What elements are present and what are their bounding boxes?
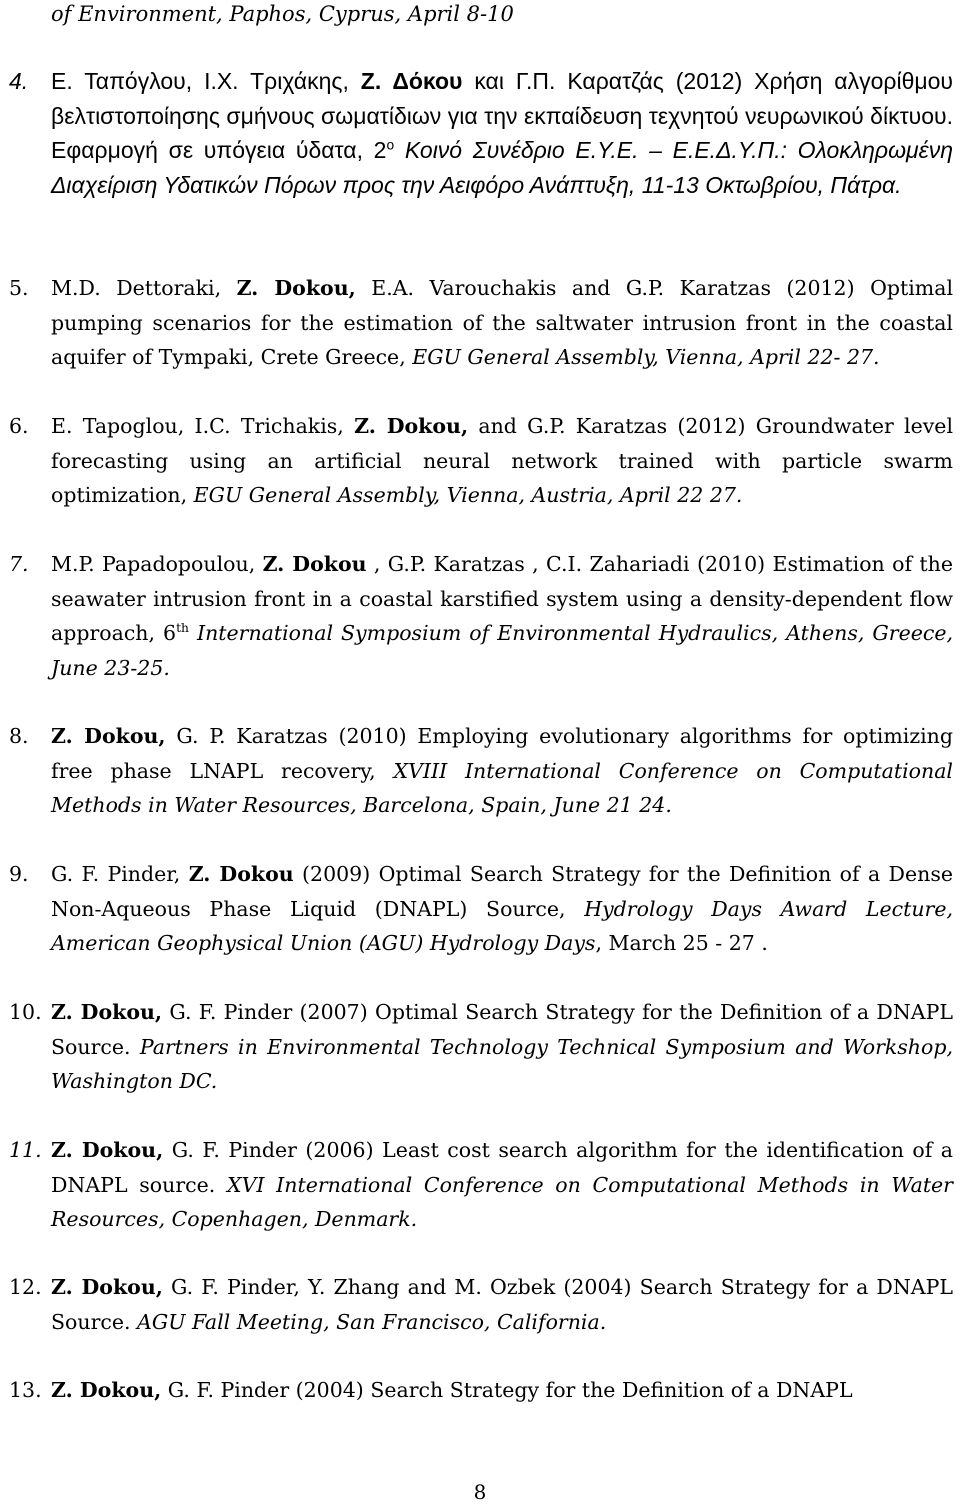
reference-item-10 [0, 995, 960, 1099]
author-highlight: Z. Dokou, [51, 1000, 163, 1024]
reference-number: 12. [9, 1275, 42, 1299]
venue: International Symposium of Environmental Hydraulics, Athens, Greece, June 23-25. [51, 621, 953, 680]
author-highlight: Z. Dokou, [51, 1378, 162, 1402]
reference-item-8 [0, 719, 960, 823]
reference-text: M.D. Dettoraki, Z. Dokou, E.A. Varouchakis and G.P. Karatzas (2012) Optimal pumping scenarios for the estimation of the saltwater intrusion front in the coastal aquifer of Tympaki, Crete Greece, EGU General Assembly, Vienna, April 22- 27. [51, 276, 954, 370]
author-highlight: Z. Dokou, [51, 1275, 163, 1299]
venue: XVIII International Conference on Computational Methods in Water Resources, Barcelona, Spain, June 21 24. [51, 758, 953, 818]
venue: Hydrology Days Award Lecture, American Geophysical Union (AGU) Hydrology Days [51, 896, 953, 956]
venue: EGU General Assembly, Vienna, April 22- 27. [412, 345, 880, 370]
author-highlight: Z. Dokou, [236, 276, 356, 300]
reference-text: Ε. Ταπόγλου, Ι.Χ. Τριχάκης, Ζ. Δόκου και Γ.Π. Καρατζάς (2012) Χρήση αλγορίθμου βελτιστοποίησης σμήνους σωματίδιων για την εκπαίδευση τεχνητού νευρωνικού δίκτυου. Εφαρμογή σε υπόγεια ύδατα, $2^o$ Κοινό Συνέδριο Ε.Υ.Ε. – Ε.Ε.Δ.Υ.Π.: Ολοκληρωμένη Διαχείριση Υδατικών Πόρων προς την Αειφόρο Ανάπτυξη, 11-13 Οκτωβρίου, Πάτρα. [51, 68, 954, 198]
reference-text: Z. Dokou, G. F. Pinder (2004) Search Strategy for the Definition of a DNAPL [51, 1378, 853, 1402]
reference-item-5 [0, 271, 960, 375]
reference-number: 9. [9, 862, 29, 886]
author-highlight: Z. Dokou, [354, 414, 469, 438]
reference-item-12 [0, 1270, 960, 1339]
author-highlight: Z. Dokou, [51, 1138, 164, 1162]
reference-text: G. F. Pinder, Z. Dokou (2009) Optimal Search Strategy for the Definition of a Dense Non-Aqueous Phase Liquid (DNAPL) Source, Hydrology Days Award Lecture, American Geophysical Union (AGU) Hydrology Days, March 25 - 27 . [51, 862, 953, 956]
reference-text: M.P. Papadopoulou, Z. Dokou , G.P. Karatzas , C.I. Zahariadi (2010) Estimation of the seawater intrusion front in a coastal karstified system using a density-dependent flow approach, 6th International Symposium of Environmental Hydraulics, Athens, Greece, June 23-25. [51, 552, 953, 680]
reference-item-4 [0, 64, 960, 202]
reference-number: 8. [9, 724, 29, 748]
venue: XVI International Conference on Computational Methods in Water Resources, Copenhagen, Denmark. [51, 1172, 953, 1232]
venue: Partners in Environmental Technology Technical Symposium and Workshop, Washington DC. [51, 1034, 953, 1094]
reference-item-13 [0, 1373, 960, 1408]
reference-number: 10. [9, 1000, 42, 1024]
venue: Κοινό Συνέδριο Ε.Υ.Ε. – Ε.Ε.Δ.Υ.Π.: Ολοκληρωμένη Διαχείριση Υδατικών Πόρων προς την Αειφόρο Ανάπτυξη, 11-13 Οκτωβρίου, Πάτρα. [51, 137, 953, 198]
reference-item-6 [0, 409, 960, 513]
author-highlight: Z. Dokou [262, 552, 367, 576]
reference-number: 6. [9, 414, 29, 438]
reference-text: Z. Dokou, G. P. Karatzas (2010) Employing evolutionary algorithms for optimizing free phase LNAPL recovery, XVIII International Conference on Computational Methods in Water Resources, Barcelona, Spain, June 21 24. [51, 724, 953, 818]
author-highlight: Z. Dokou, [51, 724, 166, 748]
reference-text: E. Tapoglou, I.C. Trichakis, Z. Dokou, and G.P. Karatzas (2012) Groundwater level forecasting using an artificial neural network trained with particle swarm optimization, EGU General Assembly, Vienna, Austria, April 22 27. [51, 414, 953, 508]
venue: AGU Fall Meeting, San Francisco, California. [137, 1309, 607, 1334]
reference-number: 7. [9, 552, 29, 576]
reference-item-9 [0, 857, 960, 961]
venue: EGU General Assembly, Vienna, Austria, April 22 27. [193, 483, 743, 508]
reference-number: 4. [9, 68, 29, 94]
reference-number: 11. [9, 1138, 42, 1162]
reference-item-11 [0, 1133, 960, 1237]
continued-citation-fragment: of Environment, Paphos, Cyprus, April 8-10 [51, 2, 514, 26]
page-number: 8 [473, 1480, 487, 1504]
author-highlight: Z. Dokou [188, 862, 294, 886]
reference-item-7 [0, 547, 960, 685]
reference-text: Z. Dokou, G. F. Pinder (2006) Least cost search algorithm for the identification of a DNAPL source. XVI International Conference on Computational Methods in Water Resources, Copenhagen, Denmark. [51, 1138, 953, 1232]
reference-number: 13. [9, 1378, 42, 1402]
author-highlight: Ζ. Δόκου [360, 68, 463, 94]
reference-number: 5. [9, 276, 29, 300]
reference-text: Z. Dokou, G. F. Pinder, Y. Zhang and M. Ozbek (2004) Search Strategy for a DNAPL Source. AGU Fall Meeting, San Francisco, California. [51, 1275, 954, 1334]
reference-text: Z. Dokou, G. F. Pinder (2007) Optimal Search Strategy for the Definition of a DNAPL Source. Partners in Environmental Technology Technical Symposium and Workshop, Washington DC. [51, 1000, 953, 1094]
